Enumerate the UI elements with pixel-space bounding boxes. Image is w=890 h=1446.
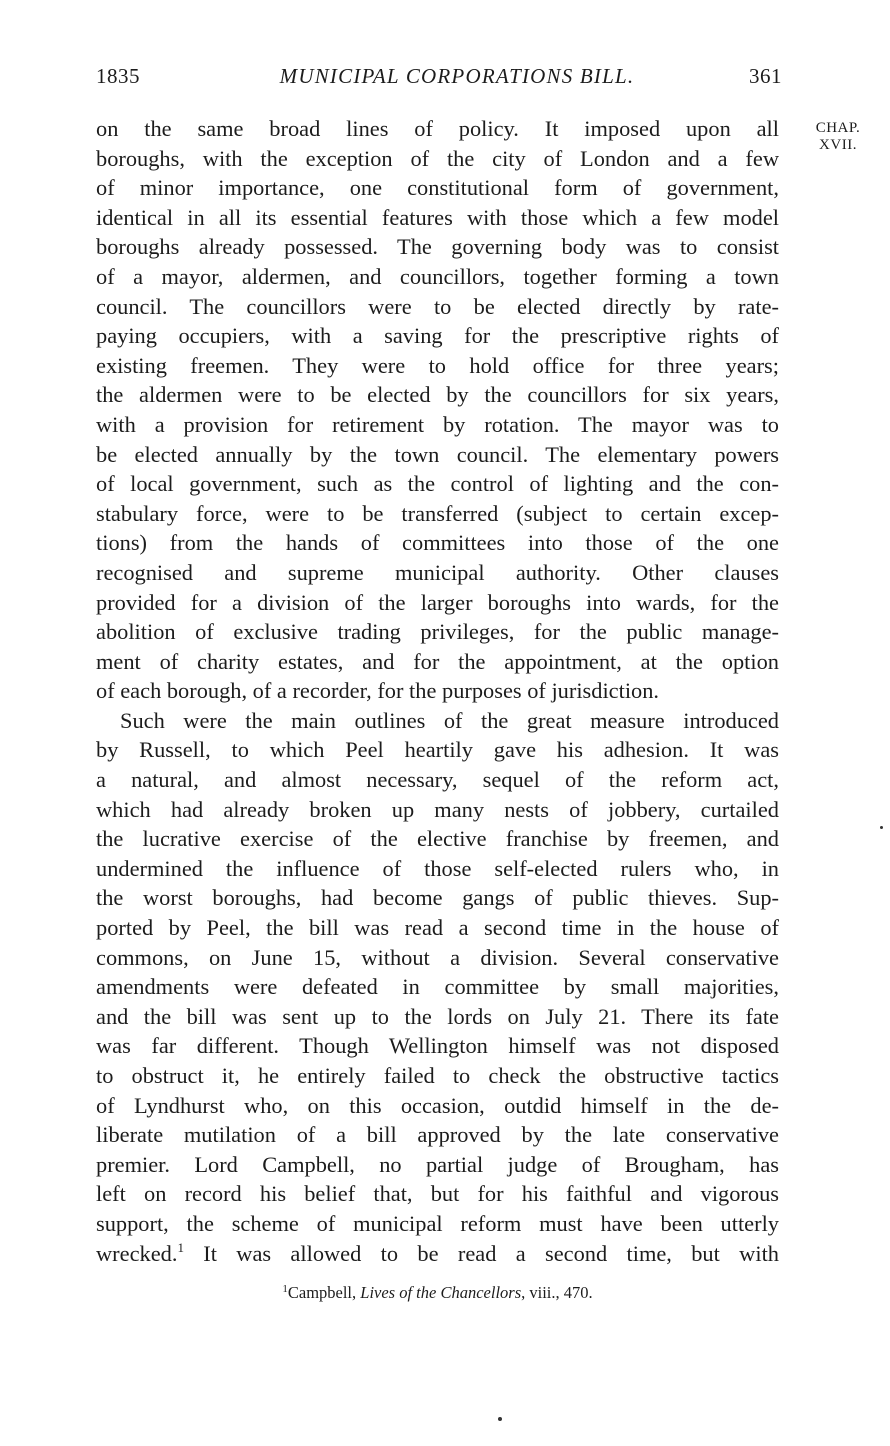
text-line: undermined the influence of those self-elected rulers who, in [96,855,779,881]
footnote-marker: 1 [282,1283,288,1295]
text-line: provided for a division of the larger boroughs into wards, for the [96,589,779,615]
text-line: tions) from the hands of committees into those of the one [96,530,779,556]
text-line: abolition of exclusive trading privileges, for the public manage- [96,619,779,645]
text-line: of each borough, of a recorder, for the purposes of jurisdiction. [96,678,660,704]
scan-speck [498,1417,502,1421]
text-line: a natural, and almost necessary, sequel of the reform act, [96,767,779,793]
running-head-year: 1835 [96,64,140,88]
final-line-rest: It was allowed to be read a second time, but with [183,1240,779,1266]
text-line: support, the scheme of municipal reform must have been utterly [96,1210,779,1236]
chapter-margin-note [798,120,878,154]
text-line: amendments were defeated in committee by small majorities, [96,974,779,1000]
text-line: of Lyndhurst who, on this occasion, outdid himself in the de- [96,1092,779,1118]
text-line: identical in all its essential features with those which a few model [96,204,779,230]
final-line-word: wrecked. [96,1240,178,1266]
text-line-final [96,1239,779,1269]
chapter-number: XVII. [819,137,857,153]
text-line: of minor importance, one constitutional form of government, [96,175,779,201]
text-line: Such were the main outlines of the great measure introduced [120,707,779,733]
text-line: ment of charity estates, and for the appointment, at the option [96,648,779,674]
text-line: existing freemen. They were to hold office for three years; [96,352,779,378]
text-line: liberate mutilation of a bill approved by the late conservative [96,1122,779,1148]
text-line: premier. Lord Campbell, no partial judge of Brougham, has [96,1151,779,1177]
text-line: council. The councillors were to be elected directly by rate- [96,293,779,319]
text-line: the aldermen were to be elected by the councillors for six years, [96,382,779,408]
text-line: was far different. Though Wellington himself was not disposed [96,1033,779,1059]
page-number: 361 [749,64,782,88]
text-line: commons, on June 15, without a division. Several conservative [96,944,779,970]
text-line: and the bill was sent up to the lords on July 21. There its fate [96,1003,779,1029]
text-line: ported by Peel, the bill was read a second time in the house of [96,915,779,941]
footnote-work-title: Lives of the Chancellors [360,1283,522,1302]
footnote-citation: , viii., 470. [521,1283,593,1302]
footnote-author: Campbell, [287,1283,361,1302]
text-line: left on record his belief that, but for his faithful and vigorous [96,1181,779,1207]
text-line: by Russell, to which Peel heartily gave his adhesion. It was [96,737,779,763]
text-line: with a provision for retirement by rotation. The mayor was to [96,411,779,437]
text-line: paying occupiers, with a saving for the prescriptive rights of [96,323,779,349]
running-head-title: MUNICIPAL CORPORATIONS BILL. [279,64,635,88]
text-line: on the same broad lines of policy. It imposed upon all [96,116,779,141]
text-line: boroughs already possessed. The governing body was to consist [96,234,779,260]
footnote [96,1283,779,1303]
text-line: the worst boroughs, had become gangs of public thieves. Sup- [96,885,779,911]
text-line: boroughs, with the exception of the city of London and a few [96,145,779,171]
running-head [96,64,782,100]
scan-speck [880,826,883,829]
footnote-reference: 1 [177,1239,184,1255]
text-line: of a mayor, aldermen, and councillors, together forming a town [96,263,779,289]
text-line: the lucrative exercise of the elective franchise by freemen, and [96,826,779,852]
text-line: recognised and supreme municipal authority. Other clauses [96,559,779,585]
body-text [96,114,779,1268]
text-line: of local government, such as the control of lighting and the con- [96,471,779,497]
text-line: to obstruct it, he entirely failed to check the obstructive tactics [96,1063,779,1088]
text-line: be elected annually by the town council. The elementary powers [96,441,779,467]
text-line: which had already broken up many nests of jobbery, curtailed [96,796,779,822]
chapter-label: CHAP. [815,120,861,136]
text-line: stabulary force, were to be transferred (subject to certain excep- [96,500,779,526]
